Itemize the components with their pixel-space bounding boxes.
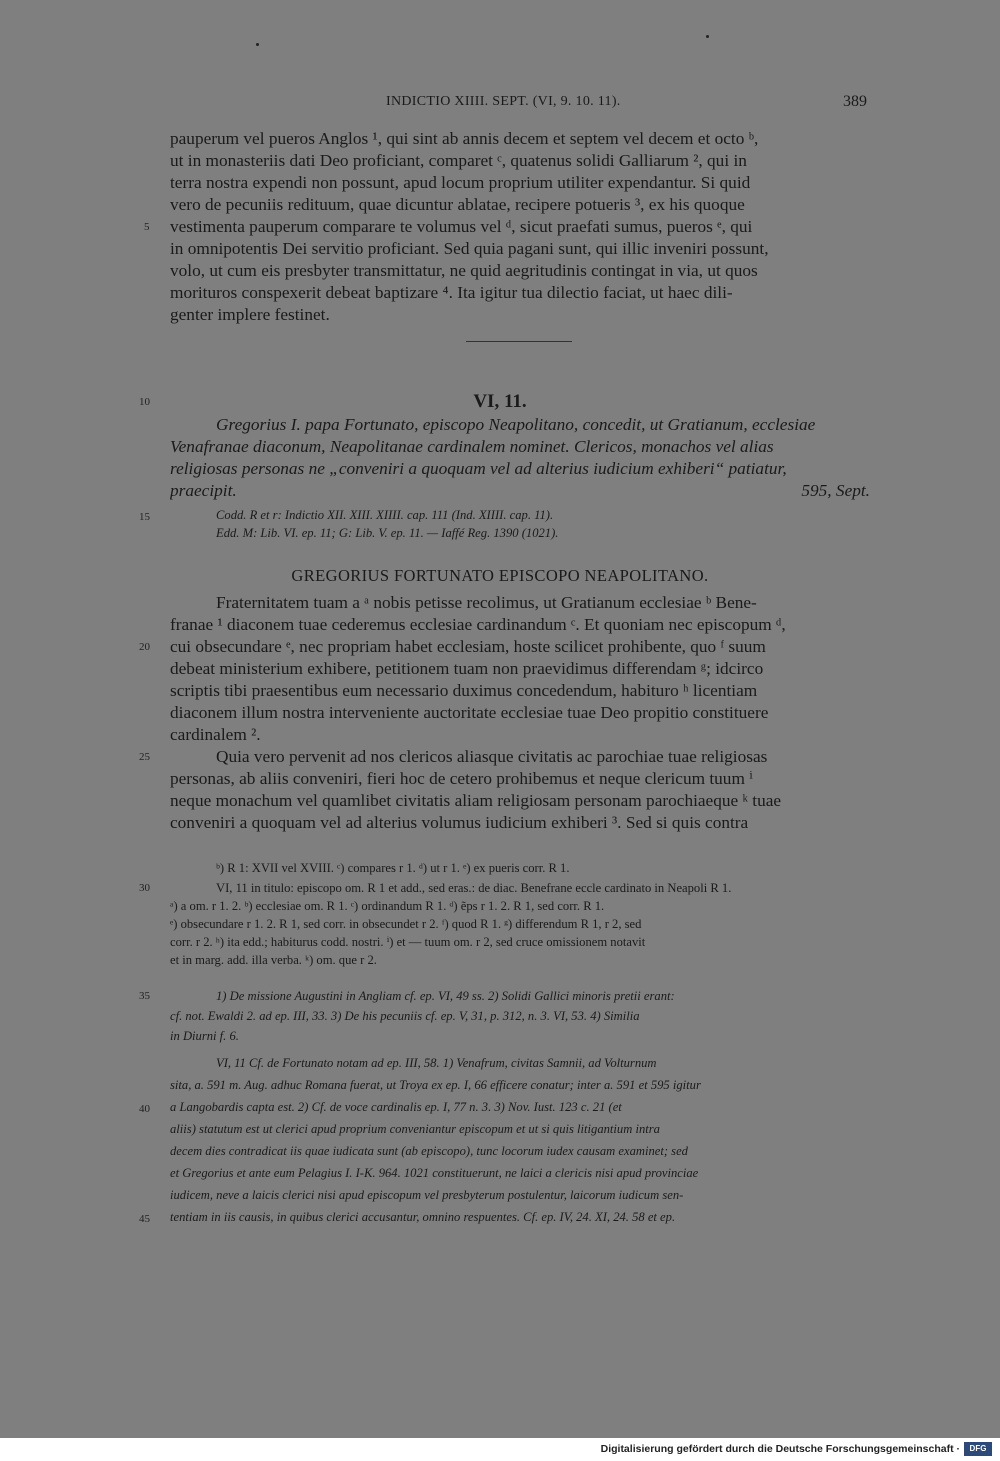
text-line: volo, ut cum eis presbyter transmittatur, ne quid aegritudinis contingat in via, ut quos [170,261,758,280]
footnote-line: sita, a. 591 m. Aug. adhuc Romana fuerat, ut Troya ex ep. I, 66 efficere conatur; inter a. 591 et 595 igitur [170,1078,701,1092]
codices-line: Codd. R et r: Indictio XII. XIII. XIIII. cap. 111 (Ind. XIIII. cap. 11). [216,508,554,522]
digitization-credit: Digitalisierung gefördert durch die Deutsche Forschungsgemeinschaft · [600,1443,960,1455]
text-line: vero de pecuniis redituum, quae dicuntur ablatae, recipere potueris ³, ex his quoque [170,195,745,214]
footnote-line: a Langobardis capta est. 2) Cf. de voce cardinalis ep. I, 77 n. 3. 3) Nov. Iust. 123 c. 21 (et [170,1100,622,1114]
regest-line: Venafranae diaconum, Neapolitanae cardinalem nominet. Clericos, monachos vel alias [170,437,774,456]
apparatus-line: corr. r 2. ʰ) ita edd.; habiturus codd. nostri. ⁱ) et — tuum om. r 2, sed cruce omissionem notavit [170,935,646,949]
footnote-line: VI, 11 Cf. de Fortunato notam ad ep. III, 58. 1) Venafrum, civitas Samnii, ad Volturnum [216,1056,657,1070]
line-number: 30 [139,882,150,894]
text-line: neque monachum vel quamlibet civitatis aliam religiosam personam parochiaeque ᵏ tuae [170,791,782,810]
page-number: 389 [843,93,867,110]
line-number: 5 [144,221,150,233]
footnote-line: aliis) statutum est ut clerici apud proprium conveniantur episcopum et ut si quis litigantium intra [170,1122,660,1136]
footnote-line: decem dies contradicat iis quae iudicata sunt (ab episcopo), tunc locorum iudex causam examinet; sed [170,1144,688,1158]
text-line: cui obsecundare ᵉ, nec propriam habet ecclesiam, hoste scilicet prohibente, quo ᶠ suum [170,637,766,656]
date: 595, Sept. [801,481,870,500]
line-number: 40 [139,1103,150,1115]
editions-line: Edd. M: Lib. VI. ep. 11; G: Lib. V. ep. 11. — Iaffé Reg. 1390 (1021). [216,526,559,540]
text-line: pauperum vel pueros Anglos ¹, qui sint ab annis decem et septem vel decem et octo ᵇ, [170,129,759,148]
regest-line: religiosas personas ne „conveniri a quoquam vel ad alterius iudicium exhiberi“ patiatur, [170,459,787,478]
text-line: conveniri a quoquam vel ad alterius volumus iudicium exhiberi ³. Sed si quis contra [170,813,749,832]
footnote-line: tentiam in iis causis, in quibus clerici accusantur, omnino respuentes. Cf. ep. IV, 24. XI, 24. 58 et ep. [170,1210,676,1224]
text-line: terra nostra expendi non possunt, apud locum proprium utiliter expendantur. Si quid [170,173,751,192]
apparatus-line: VI, 11 in titulo: episcopo om. R 1 et add., sed eras.: de diac. Benefrane eccle cardinato in Neapoli R 1. [216,881,732,895]
text-line: diaconem illum nostra interveniente auctoritate ecclesiae tuae Deo propitio constituere [170,703,769,722]
line-number: 25 [139,751,150,763]
footnote-line: cf. not. Ewaldi 2. ad ep. III, 33. 3) De his pecuniis cf. ep. V, 31, p. 312, n. 3. VI, 53. 4) Similia [170,1009,640,1023]
section-divider [466,341,572,342]
salutation: GREGORIUS FORTUNATO EPISCOPO NEAPOLITANO. [291,566,709,585]
speck-mark [706,35,709,38]
footnote-line: in Diurni f. 6. [170,1029,239,1043]
dfg-logo: DFG [964,1442,992,1456]
text-line: debeat ministerium exhibere, petitionem tuam non praevidimus differendam ᵍ; idcirco [170,659,764,678]
text-line: morituros conspexerit debeat baptizare ⁴. Ita igitur tua dilectio faciat, ut haec dili- [170,283,733,302]
running-title: INDICTIO XIIII. SEPT. (VI, 9. 10. 11). [386,94,621,109]
regest-line: Gregorius I. papa Fortunato, episcopo Neapolitano, concedit, ut Gratianum, ecclesiae [216,415,816,434]
text-line: ut in monasteriis dati Deo proficiant, comparet ᶜ, quatenus solidi Galliarum ², qui in [170,151,747,170]
apparatus-line: ᵉ) obsecundare r 1. 2. R 1, sed corr. in obsecundet r 2. ᶠ) quod R 1. ᵍ) differendum R 1, r 2, sed [170,917,642,931]
line-number: 10 [139,396,150,408]
apparatus-line: ᵃ) a om. r 1. 2. ᵇ) ecclesiae om. R 1. ᶜ) ordinandum R 1. ᵈ) ẽps r 1. 2. R 1, sed corr. R 1. [170,899,605,913]
text-line: genter implere festinet. [170,305,330,324]
speck-mark [256,43,259,46]
footnote-line: et Gregorius et ante eum Pelagius I. I-K. 964. 1021 constituerunt, ne laici a clericis nisi apud provinciae [170,1166,699,1180]
document-number: VI, 11. [473,391,527,412]
text-line: cardinalem ². [170,725,261,744]
footnote-line: 1) De missione Augustini in Angliam cf. ep. VI, 49 ss. 2) Solidi Gallici minoris pretii erant: [216,989,675,1003]
line-number: 45 [139,1213,150,1225]
regest-line: praecipit. [170,481,237,500]
text-line: in omnipotentis Dei servitio proficiant. Sed quia pagani sunt, qui illic inveniri possunt, [170,239,769,258]
text-line: franae ¹ diaconem tuae cederemus ecclesiae cardinandum ᶜ. Et quoniam nec episcopum ᵈ, [170,615,786,634]
line-number: 35 [139,990,150,1002]
line-number: 20 [139,641,150,653]
apparatus-line: et in marg. add. illa verba. ᵏ) om. que r 2. [170,953,377,967]
apparatus-line: ᵇ) R 1: XVII vel XVIII. ᶜ) compares r 1. ᵈ) ut r 1. ᵉ) ex pueris corr. R 1. [216,861,570,875]
line-number: 15 [139,511,150,523]
text-line: Quia vero pervenit ad nos clericos aliasque civitatis ac parochiae tuae religiosas [216,747,768,766]
footnote-line: iudicem, neve a laicis clerici nisi apud episcopum vel presbyterum postulentur, laicorum iudicum sen- [170,1188,684,1202]
text-line: Fraternitatem tuam a ᵃ nobis petisse recolimus, ut Gratianum ecclesiae ᵇ Bene- [216,593,757,612]
text-line: vestimenta pauperum comparare te volumus vel ᵈ, sicut praefati sumus, pueros ᵉ, qui [170,217,753,236]
text-line: personas, ab aliis conveniri, fieri hoc de cetero prohibemus et neque clericum tuum ⁱ [170,769,753,788]
text-line: scriptis tibi praesentibus eum necessario duximus concedendum, habituro ʰ licentiam [170,681,758,700]
